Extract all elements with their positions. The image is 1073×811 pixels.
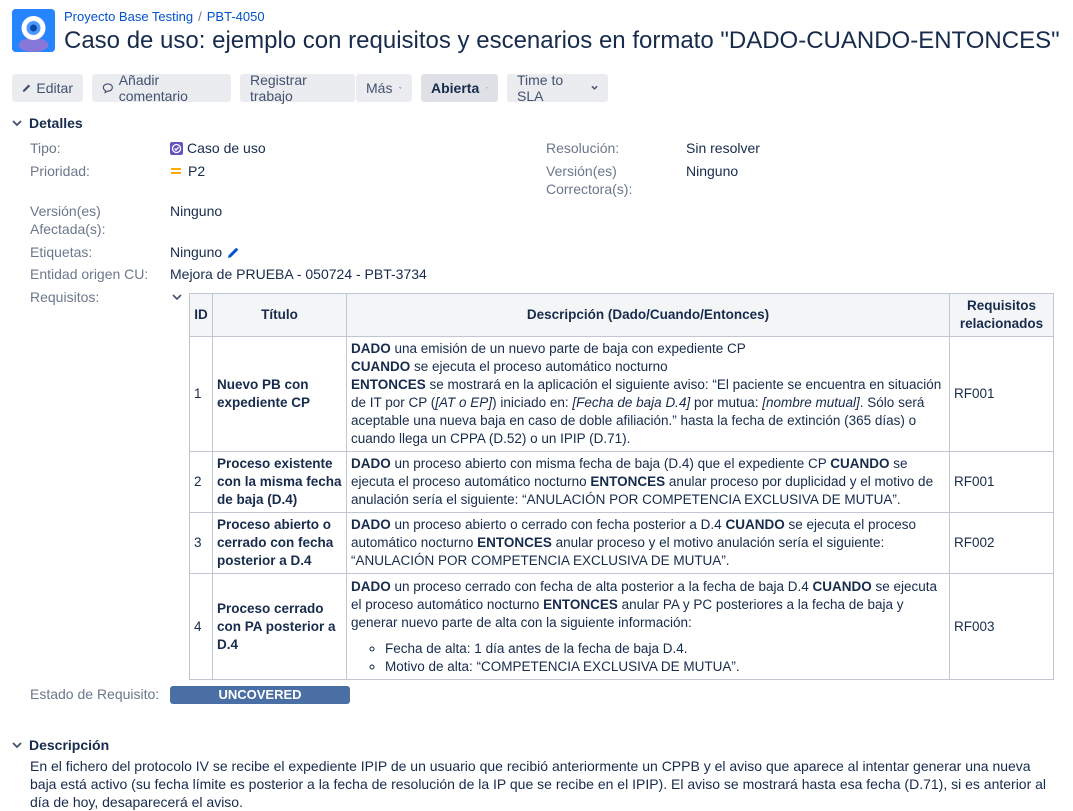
given-keyword: DADO	[351, 578, 391, 594]
details-heading: Detalles	[29, 115, 83, 131]
project-avatar[interactable]	[12, 9, 55, 52]
given-text: un proceso cerrado con fecha de alta posterior a la fecha de baja D.4	[390, 578, 813, 594]
description-heading: Descripción	[29, 737, 110, 753]
chevron-down-icon	[399, 85, 402, 91]
row-title-cell: Proceso existente con la misma fecha de baja (D.4)	[213, 452, 347, 513]
issue-toolbar	[12, 74, 608, 102]
time-to-sla-dropdown[interactable]	[507, 74, 608, 102]
row-id-cell: 1	[190, 337, 213, 452]
col-related-header-line1: Requisitos	[966, 298, 1036, 313]
list-item: ◦ Motivo de alta: “COMPETENCIA EXCLUSIVA DE MUTUA”.	[385, 658, 945, 676]
use-case-type-icon	[170, 142, 183, 155]
affects-versions-label-line1: Versión(es)	[30, 203, 101, 219]
fix-versions-value: Ninguno	[686, 163, 739, 179]
given-keyword: DADO	[351, 456, 391, 471]
list-item: ◦ Fecha de alta: 1 día antes de la fecha de baja D.4.	[385, 640, 945, 658]
row-desc-line	[351, 340, 945, 358]
table-row	[190, 574, 1054, 680]
time-to-sla-dropdown-label: Time to SLA	[517, 72, 564, 104]
issue-title[interactable]: Caso de uso: ejemplo con requisitos y escenarios en formato "DADO-CUANDO-ENTONCES"	[64, 27, 1060, 54]
chevron-down-icon	[12, 120, 22, 127]
table-row	[190, 337, 1054, 452]
status-dropdown[interactable]	[421, 74, 498, 102]
log-work-button-label: Registrar trabajo	[250, 72, 307, 104]
row-desc-line	[351, 376, 945, 448]
row-related-cell: RF001	[950, 337, 1054, 452]
row-title-cell: Proceso cerrado con PA posterior a D.4	[213, 574, 347, 680]
then-placeholder: [AT o EP]	[435, 395, 493, 410]
affects-versions-value: Ninguno	[170, 203, 223, 219]
then-text: anular PA y PC posteriores a la fecha de baja y generar nuevo parte de alta con la siguiente información:	[351, 596, 904, 630]
more-dropdown[interactable]	[356, 74, 412, 102]
breadcrumb-issue-key-link[interactable]: PBT-4050	[206, 9, 265, 24]
requirement-status-label: Estado de Requisito:	[30, 686, 160, 702]
given-text: un proceso abierto o cerrado con fecha posterior a D.4	[390, 517, 726, 532]
when-text: se ejecuta el proceso automático nocturno	[351, 456, 908, 489]
when-text: se ejecuta el proceso automático nocturno	[351, 517, 917, 550]
then-keyword: ENTONCES	[477, 535, 552, 550]
edit-button[interactable]	[12, 74, 83, 102]
when-keyword: CUANDO	[725, 517, 785, 532]
table-header-row	[190, 294, 1054, 337]
description-section-toggle[interactable]	[12, 737, 109, 753]
more-dropdown-label: Más	[366, 80, 393, 96]
log-work-button[interactable]	[240, 74, 355, 102]
then-placeholder: [nombre mutual]	[762, 395, 860, 410]
row-desc-paragraph	[351, 578, 945, 632]
when-keyword: CUANDO	[351, 359, 411, 374]
table-row	[190, 513, 1054, 574]
priority-value	[170, 162, 205, 180]
row-id-cell: 4	[190, 574, 213, 680]
resolution-label: Resolución:	[546, 140, 620, 156]
type-value	[170, 139, 266, 157]
requirements-table	[189, 293, 1054, 680]
breadcrumb-project-link[interactable]: Proyecto Base Testing	[64, 9, 194, 24]
project-logo-icon	[12, 9, 55, 52]
labels-value-text: Ninguno	[170, 244, 223, 260]
row-id-cell: 2	[190, 452, 213, 513]
fix-versions-label-line1: Versión(es)	[546, 163, 617, 179]
row-related-cell: RF002	[950, 513, 1054, 574]
then-text: anular proceso y el motivo anulación sería el siguiente: “ANULACIÓN POR COMPETENCIA EXCLUSIVA DE MUTUA”.	[351, 535, 885, 568]
when-text: se ejecuta el proceso automático nocturno	[410, 359, 668, 374]
given-text: una emisión de un nuevo parte de baja con expediente CP	[390, 341, 746, 356]
comment-icon	[102, 82, 114, 94]
type-label: Tipo:	[30, 140, 61, 156]
description-text: En el fichero del protocolo IV se recibe el expediente IPIP de un usuario que recibió anteriormente un CPPB y el aviso que aparece al intentar generar una nueva baja está activo (su fecha límite es posterior a la fecha de resolución de la IP que se recibe en el IPIP). El aviso se mostrará hasta esa fecha (D.71), si es anterior al día de hoy, desaparecerá el aviso.	[30, 758, 1047, 810]
table-row	[190, 452, 1054, 513]
priority-value-text: P2	[188, 163, 206, 179]
when-text: se ejecuta el proceso automático nocturno	[351, 578, 938, 612]
then-text: por mutua:	[690, 395, 763, 410]
chevron-down-icon	[486, 85, 488, 91]
pencil-icon	[22, 82, 31, 94]
then-text: . Sólo será aceptable una nueva baja en caso de doble afiliación.” hasta la fecha de extinción (365 días) o cuando llega un CPPA (D.52) o un IPIP (D.71).	[351, 395, 925, 446]
when-keyword: CUANDO	[830, 456, 890, 471]
given-keyword: DADO	[351, 341, 391, 356]
requirement-status-badge: UNCOVERED	[170, 686, 350, 704]
affects-versions-label	[30, 202, 105, 238]
col-related-header	[950, 294, 1054, 337]
col-description-header: Descripción (Dado/Cuando/Entonces)	[347, 294, 950, 337]
given-text: un proceso abierto con misma fecha de baja (D.4) que el expediente CP	[390, 456, 831, 471]
fix-versions-label	[546, 162, 632, 198]
col-id-header: ID	[190, 294, 213, 337]
chevron-down-icon	[12, 742, 22, 749]
row-title-cell: Proceso abierto o cerrado con fecha posterior a D.4	[213, 513, 347, 574]
labels-value	[170, 243, 240, 261]
then-keyword: ENTONCES	[590, 474, 666, 489]
row-title-cell: Nuevo PB con expediente CP	[213, 337, 347, 452]
row-id-cell: 3	[190, 513, 213, 574]
row-desc-line	[351, 358, 945, 376]
origin-label: Entidad origen CU:	[30, 266, 149, 282]
type-value-text: Caso de uso	[187, 140, 266, 156]
breadcrumb	[64, 9, 265, 24]
origin-value: Mejora de PRUEBA - 050724 - PBT-3734	[170, 266, 427, 282]
then-placeholder: [Fecha de baja D.4]	[572, 395, 691, 410]
when-keyword: CUANDO	[812, 578, 872, 594]
add-comment-button-label: Añadir comentario	[118, 72, 188, 104]
resolution-value: Sin resolver	[686, 140, 760, 156]
col-title-header: Título	[213, 294, 347, 337]
priority-label: Prioridad:	[30, 163, 90, 179]
then-text: anular proceso por duplicidad y el motivo de anulación sería el siguiente: “ANULACIÓN POR COMPETENCIA EXCLUSIVA DE MUTUA”.	[351, 474, 934, 507]
row-description-cell	[347, 337, 950, 452]
labels-label: Etiquetas:	[30, 244, 93, 260]
requirements-label: Requisitos:	[30, 289, 100, 305]
col-related-header-line2: relacionados	[959, 316, 1044, 331]
edit-labels-pencil-icon[interactable]	[227, 246, 240, 259]
priority-medium-icon	[170, 166, 182, 176]
row-related-cell: RF001	[950, 452, 1054, 513]
add-comment-button[interactable]	[92, 74, 231, 102]
given-keyword: DADO	[351, 517, 391, 532]
breadcrumb-separator: /	[198, 9, 202, 24]
then-text: ) iniciado en:	[492, 395, 573, 410]
chevron-down-icon[interactable]	[172, 294, 182, 301]
fix-versions-label-line2: Correctora(s):	[546, 181, 633, 197]
row-description-cell	[347, 513, 950, 574]
then-text: se mostrará en la aplicación el siguiente aviso: “El paciente se encuentra en situación de IT por CP (	[351, 377, 942, 410]
then-keyword: ENTONCES	[543, 596, 618, 612]
then-keyword: ENTONCES	[351, 377, 426, 392]
details-section-toggle[interactable]	[12, 115, 83, 131]
chevron-down-icon	[591, 85, 598, 91]
row-desc-bullet-list	[351, 640, 945, 676]
row-description-cell	[347, 574, 950, 680]
edit-button-label: Editar	[36, 80, 73, 96]
affects-versions-label-line2: Afectada(s):	[30, 221, 106, 237]
row-related-cell: RF003	[950, 574, 1054, 680]
status-dropdown-label: Abierta	[431, 80, 480, 96]
row-description-cell	[347, 452, 950, 513]
